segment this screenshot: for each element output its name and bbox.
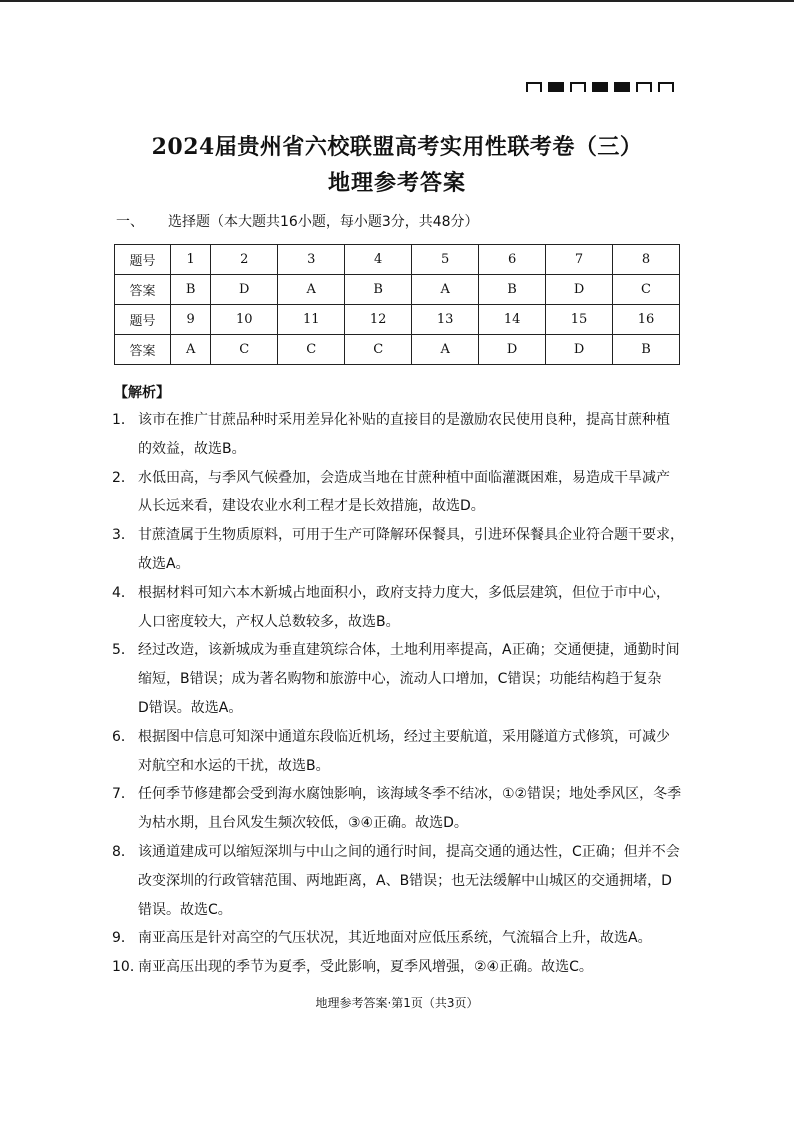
table-cell: 11: [278, 305, 345, 335]
list-item: [112, 636, 684, 722]
mark-open-icon: [636, 82, 652, 92]
item-line: [112, 752, 684, 781]
list-item: [112, 924, 684, 953]
list-item: [112, 579, 684, 637]
page-footer: 地理参考答案·第1页（共3页）: [315, 996, 479, 1010]
list-item: [112, 780, 684, 838]
table-cell: 6: [479, 245, 546, 275]
table-cell: 8: [613, 245, 680, 275]
mark-open-icon: [526, 82, 542, 92]
item-line: [112, 665, 684, 694]
answer-subtitle: 地理参考答案: [327, 170, 466, 196]
table-row: [115, 275, 680, 305]
table-row: [115, 245, 680, 275]
table-row-header: 答案: [115, 275, 171, 305]
table-row: [115, 335, 680, 365]
table-cell: 5: [412, 245, 479, 275]
table-cell: 7: [546, 245, 613, 275]
table-cell: 15: [546, 305, 613, 335]
table-cell: 4: [345, 245, 412, 275]
table-cell: 2: [211, 245, 278, 275]
table-cell: D: [546, 335, 613, 365]
mark-filled-icon: [592, 82, 608, 92]
table-cell: D: [211, 275, 278, 305]
item-text: D错误。故选A。: [138, 699, 243, 716]
table-cell: B: [345, 275, 412, 305]
item-number: 2．: [112, 469, 135, 486]
item-line: [112, 492, 684, 521]
corner-registration-marks: [526, 82, 674, 92]
table-cell: 3: [278, 245, 345, 275]
table-cell: 9: [171, 305, 211, 335]
item-line: [112, 953, 684, 982]
item-number: 4．: [112, 584, 135, 601]
table-cell: 14: [479, 305, 546, 335]
item-line: [112, 464, 684, 493]
item-text: 从长远来看，建设农业水利工程才是长效措施，故选D。: [138, 498, 485, 515]
item-line: [112, 780, 684, 809]
item-text: 人口密度较大，产权人总数较多，故选B。: [138, 613, 400, 630]
table-cell: C: [278, 335, 345, 365]
item-text: 的效益，故选B。: [138, 440, 246, 457]
table-row: [115, 305, 680, 335]
item-line: [112, 636, 684, 665]
item-text: 缩短，B错误；成为著名购物和旅游中心，流动人口增加，C错误；功能结构趋于复杂: [138, 671, 662, 688]
table-cell: 12: [345, 305, 412, 335]
item-text: 改变深圳的行政管辖范围、两地距离，A、B错误；也无法缓解中山城区的交通拥堵，D: [138, 872, 672, 889]
item-text: 错误。故选C。: [138, 901, 232, 918]
section-number: 一、: [116, 214, 144, 230]
table-cell: A: [278, 275, 345, 305]
item-number: 1．: [112, 412, 135, 428]
list-item: [112, 723, 684, 781]
section-heading: [116, 211, 479, 231]
item-text: 任何季节修建都会受到海水腐蚀影响，该海域冬季不结冰，①②错误；地处季风区，冬季: [138, 786, 682, 803]
top-border-line: [0, 0, 794, 2]
item-number: 10．: [112, 959, 144, 976]
table-cell: 13: [412, 305, 479, 335]
item-number: 3．: [112, 527, 135, 544]
list-item: [112, 521, 684, 579]
item-number: 8．: [112, 843, 135, 860]
item-text: 对航空和水运的干扰，故选B。: [138, 757, 330, 774]
table-cell: C: [345, 335, 412, 365]
table-row-header: 题号: [115, 245, 171, 275]
table-cell: B: [613, 335, 680, 365]
item-text: 南亚高压是针对高空的气压状况，其近地面对应低压系统，气流辐合上升，故选A。: [138, 930, 652, 947]
mark-open-icon: [570, 82, 586, 92]
analysis-heading: 【解析】: [114, 385, 170, 401]
item-text: 根据图中信息可知深中通道东段临近机场，经过主要航道，采用隧道方式修筑，可减少: [138, 728, 670, 745]
list-item: [112, 953, 684, 982]
table-cell: A: [412, 335, 479, 365]
item-text: 该市在推广甘蔗品种时采用差异化补贴的直接目的是激励农民使用良种，提高甘蔗种植: [138, 412, 670, 428]
table-cell: D: [479, 335, 546, 365]
list-item: [112, 464, 684, 522]
item-line: [112, 435, 684, 464]
table-cell: 1: [171, 245, 211, 275]
item-text: 根据材料可知六本木新城占地面积小，政府支持力度大，多低层建筑，但位于市中心，: [138, 584, 670, 601]
item-line: [112, 579, 684, 608]
item-line: [112, 608, 684, 637]
table-row-header: 答案: [115, 335, 171, 365]
item-line: [112, 694, 684, 723]
item-line: [112, 924, 684, 953]
item-line: [112, 838, 684, 867]
table-cell: D: [546, 275, 613, 305]
table-cell: 16: [613, 305, 680, 335]
mark-filled-icon: [548, 82, 564, 92]
table-cell: 10: [211, 305, 278, 335]
list-item: [112, 838, 684, 924]
item-number: 6．: [112, 728, 135, 745]
table-cell: A: [412, 275, 479, 305]
answer-table: [114, 244, 680, 365]
item-text: 经过改造，该新城成为垂直建筑综合体，土地利用率提高，A正确；交通便捷，通勤时间: [138, 642, 680, 659]
mark-open-icon: [658, 82, 674, 92]
mark-filled-icon: [614, 82, 630, 92]
item-number: 5．: [112, 642, 135, 659]
table-cell: B: [479, 275, 546, 305]
table-cell: C: [211, 335, 278, 365]
item-text: 南亚高压出现的季节为夏季，受此影响，夏季风增强，②④正确。故选C。: [138, 959, 593, 976]
table-cell: A: [171, 335, 211, 365]
item-line: [112, 521, 684, 550]
item-line: [112, 896, 684, 925]
item-line: [112, 550, 684, 579]
table-row-header: 题号: [115, 305, 171, 335]
table-cell: B: [171, 275, 211, 305]
table-cell: C: [613, 275, 680, 305]
item-text: 甘蔗渣属于生物质原料，可用于生产可降解环保餐具，引进环保餐具企业符合题干要求，: [138, 527, 684, 544]
item-line: [112, 406, 684, 435]
item-text: 为枯水期，且台风发生频次较低，③④正确。故选D。: [138, 815, 468, 832]
item-number: 9．: [112, 930, 135, 947]
list-item: [112, 406, 684, 464]
section-label: 选择题（本大题共16小题，每小题3分，共48分）: [168, 214, 479, 230]
item-text: 故选A。: [138, 555, 190, 572]
item-line: [112, 867, 684, 896]
item-number: 7．: [112, 786, 135, 803]
item-text: 该通道建成可以缩短深圳与中山之间的通行时间，提高交通的通达性，C正确；但并不会: [138, 843, 680, 860]
analysis-list: [112, 406, 684, 982]
item-line: [112, 723, 684, 752]
exam-title: 2024届贵州省六校联盟高考实用性联考卷（三）: [151, 134, 643, 160]
item-text: 水低田高，与季风气候叠加，会造成当地在甘蔗种植中面临灌溉困难，易造成干旱减产: [138, 469, 670, 486]
item-line: [112, 809, 684, 838]
